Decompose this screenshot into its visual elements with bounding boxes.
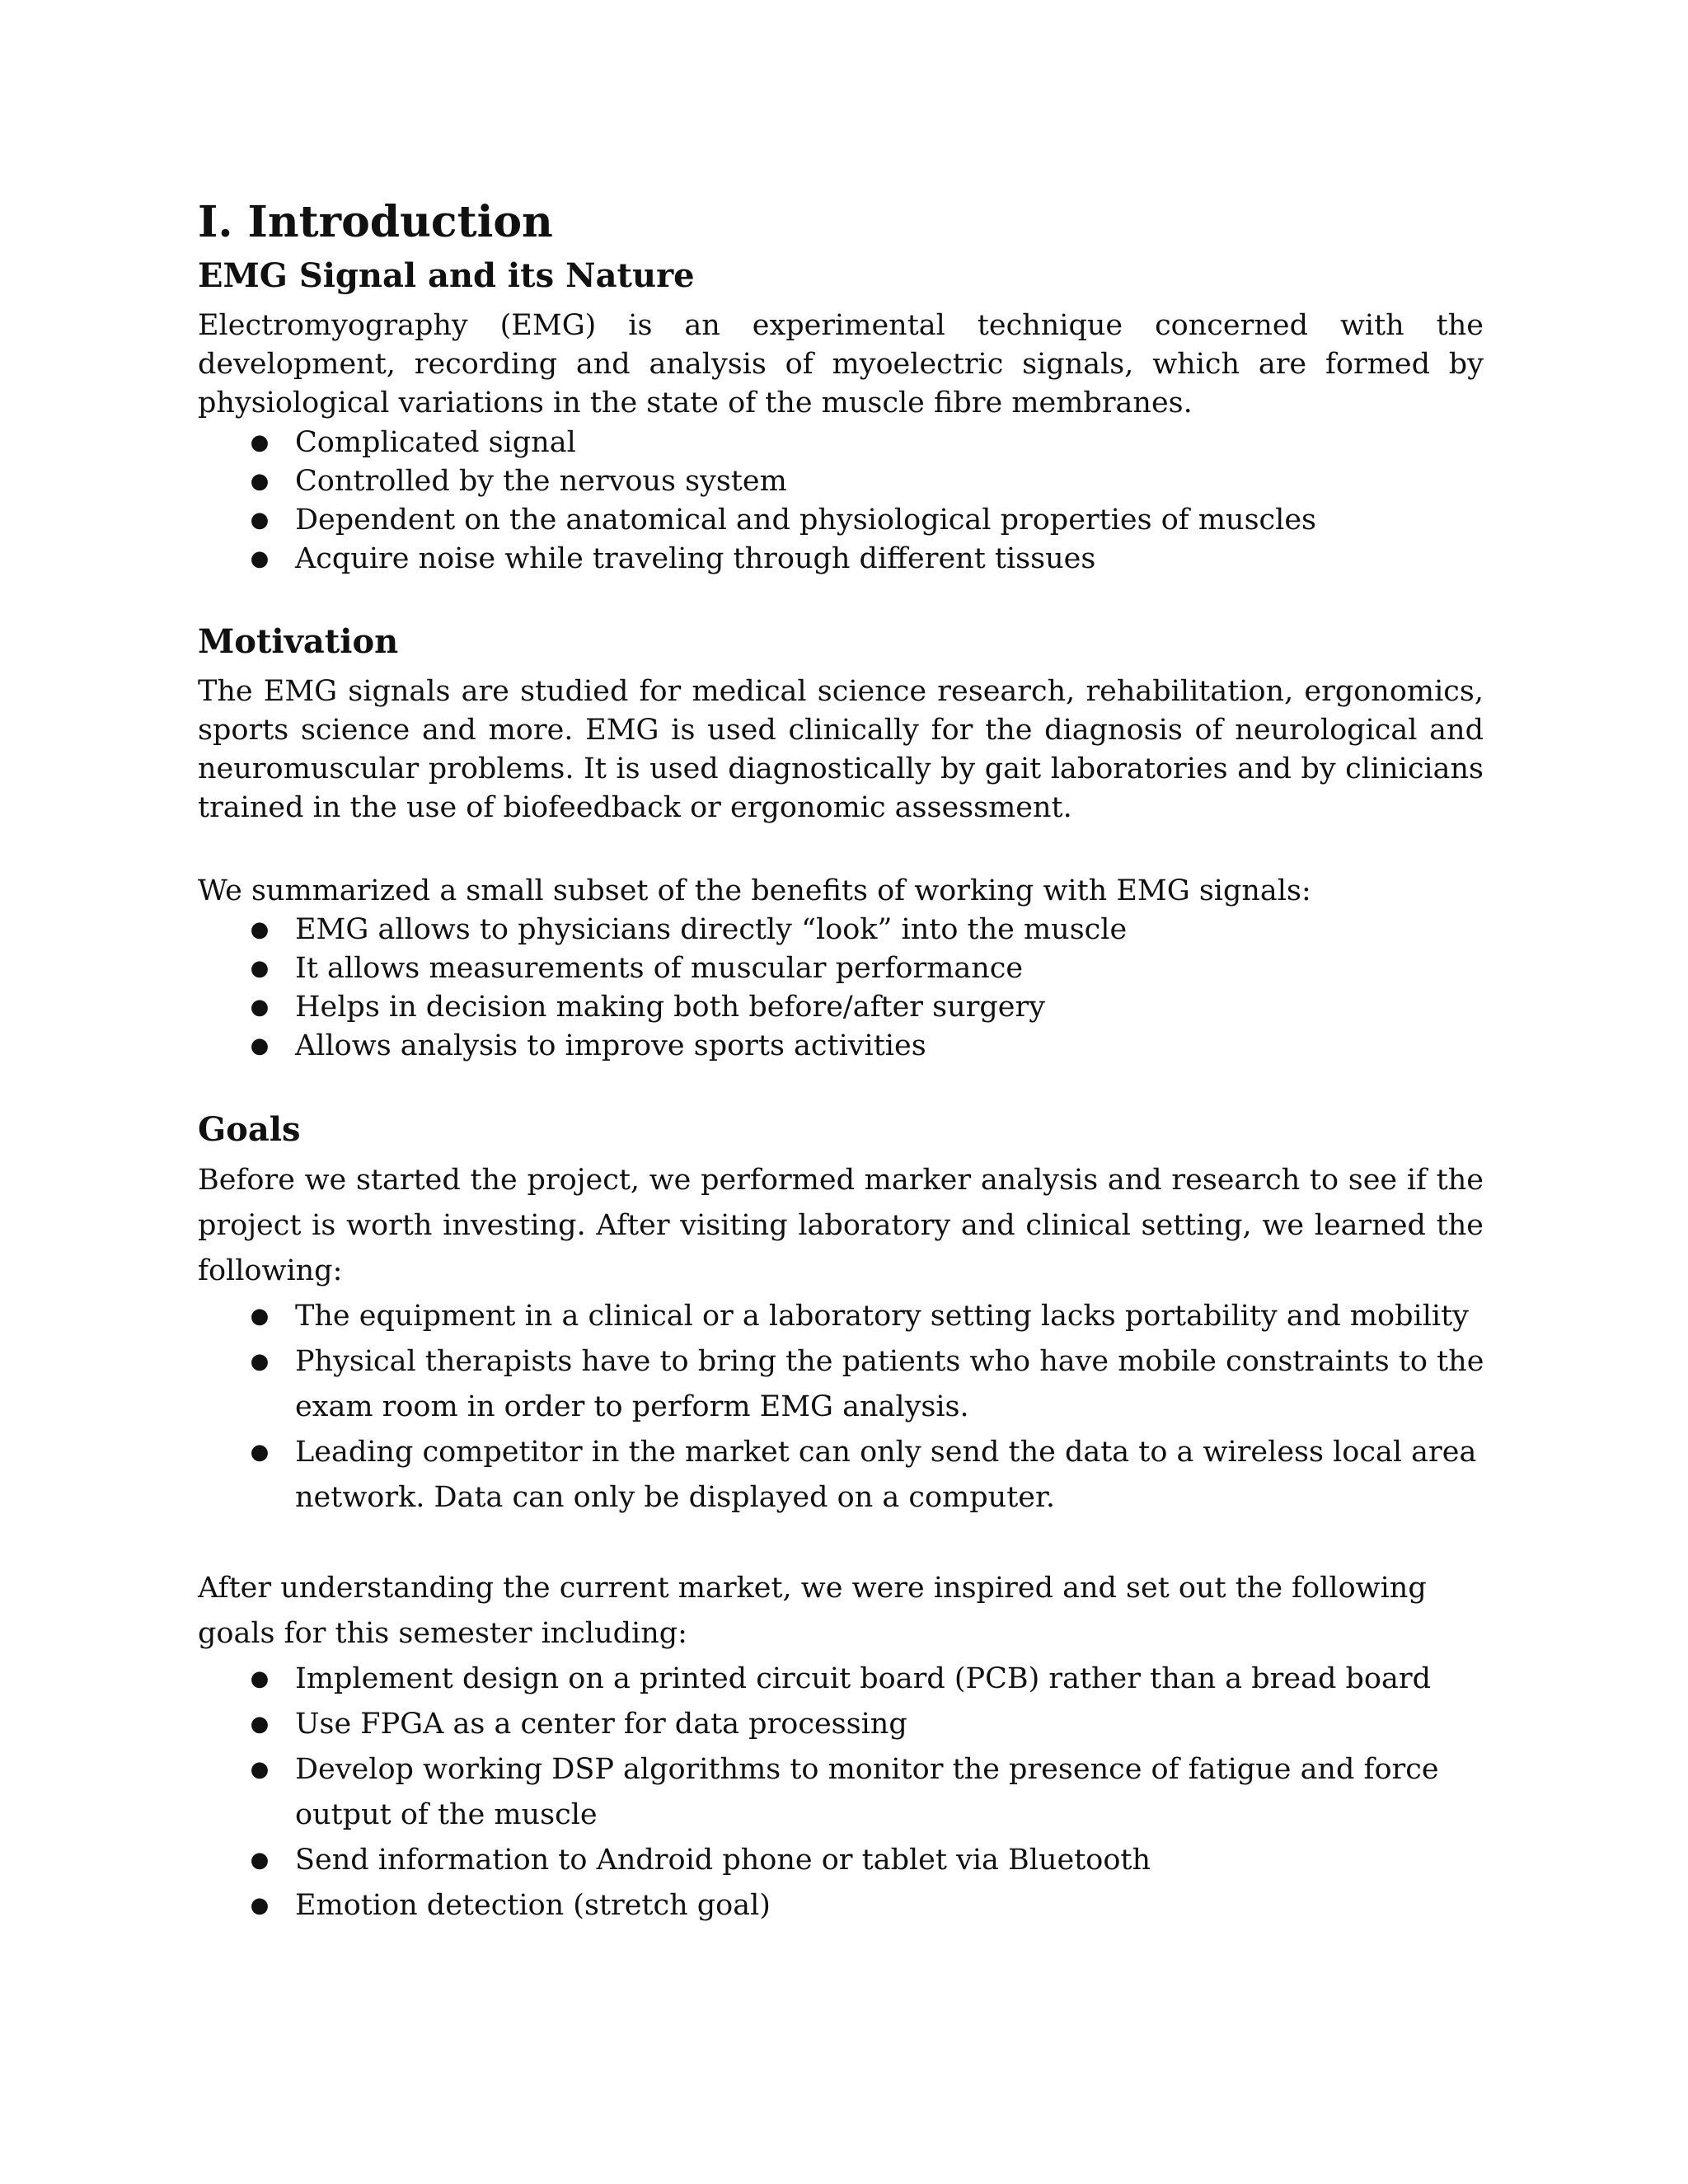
motivation-intro: We summarized a small subset of the benefits of working with EMG signals: [198, 874, 1311, 907]
list-item: ● Allows analysis to improve sports activities [198, 1027, 1493, 1066]
list-item: ● Implement design on a printed circuit board (PCB) rather than a bread board [198, 1657, 1493, 1702]
list-item: ● Send information to Android phone or tablet via Bluetooth [198, 1838, 1493, 1883]
bullet-icon: ● [250, 546, 270, 571]
bullet-icon: ● [250, 995, 270, 1019]
list-item: ● Complicated signal [198, 424, 1493, 462]
bullet-icon: ● [250, 1757, 270, 1782]
bullet-icon: ● [250, 1666, 270, 1691]
page-title: I. Introduction [198, 197, 553, 247]
list-item: ● Controlled by the nervous system [198, 462, 1493, 501]
bullet-icon: ● [250, 1893, 270, 1918]
goals-intro-2-line-2: goals for this semester including: [198, 1617, 687, 1650]
bullet-icon: ● [250, 956, 270, 981]
list-item: ● Acquire noise while traveling through different tissues [198, 540, 1493, 579]
list-item: ● Physical therapists have to bring the patients who have mobile constraints to the exam room in order to perform EMG analysis. [198, 1339, 1493, 1430]
goals-bullet-list-2 [198, 1657, 1493, 1929]
list-item: ● EMG allows to physicians directly “look” into the muscle [198, 911, 1493, 949]
bullet-icon: ● [250, 1848, 270, 1872]
section-title-motivation: Motivation [198, 622, 399, 661]
list-item: ● Helps in decision making both before/after surgery [198, 988, 1493, 1027]
list-item: ● Emotion detection (stretch goal) [198, 1883, 1493, 1929]
list-item: ● Leading competitor in the market can only send the data to a wireless local area network. Data can only be displayed on a computer. [198, 1430, 1493, 1521]
goals-bullet-list [198, 1294, 1493, 1521]
section-title-goals: Goals [198, 1110, 301, 1149]
list-item: ● Develop working DSP algorithms to monitor the presence of fatigue and force output of the muscle [198, 1747, 1493, 1838]
section-title-emg: EMG Signal and its Nature [198, 256, 695, 295]
list-item: ● Use FPGA as a center for data processing [198, 1702, 1493, 1747]
goals-intro-2-line-1: After understanding the current market, we were inspired and set out the following [198, 1572, 1427, 1605]
emg-bullet-list [198, 424, 1493, 579]
list-item: ● The equipment in a clinical or a laboratory setting lacks portability and mobility [198, 1294, 1493, 1339]
bullet-icon: ● [250, 469, 270, 494]
motivation-bullet-list [198, 911, 1493, 1066]
bullet-icon: ● [250, 430, 270, 455]
bullet-icon: ● [250, 1349, 270, 1374]
bullet-icon: ● [250, 508, 270, 532]
list-item: ● Dependent on the anatomical and physiological properties of muscles [198, 501, 1493, 540]
motivation-paragraph: The EMG signals are studied for medical science research, rehabilitation, ergonomics, sports science and more. EMG is used clinically for the diagnosis of neurological and neuromuscular problems. It is used diagnostically by gait laboratories and by clinicians trained in the use of biofeedback or ergonomic assessment. [198, 675, 1484, 824]
bullet-icon: ● [250, 917, 270, 942]
list-item: ● It allows measurements of muscular performance [198, 949, 1493, 988]
bullet-icon: ● [250, 1304, 270, 1329]
bullet-icon: ● [250, 1033, 270, 1058]
goals-paragraph: Before we started the project, we performed marker analysis and research to see if the project is worth investing. After visiting laboratory and clinical setting, we learned the following: [198, 1164, 1484, 1287]
emg-paragraph: Electromyography (EMG) is an experimental technique concerned with the development, recording and analysis of myoelectric signals, which are formed by physiological variations in the state of the muscle fibre membranes. [198, 309, 1484, 419]
bullet-icon: ● [250, 1712, 270, 1736]
bullet-icon: ● [250, 1440, 270, 1465]
